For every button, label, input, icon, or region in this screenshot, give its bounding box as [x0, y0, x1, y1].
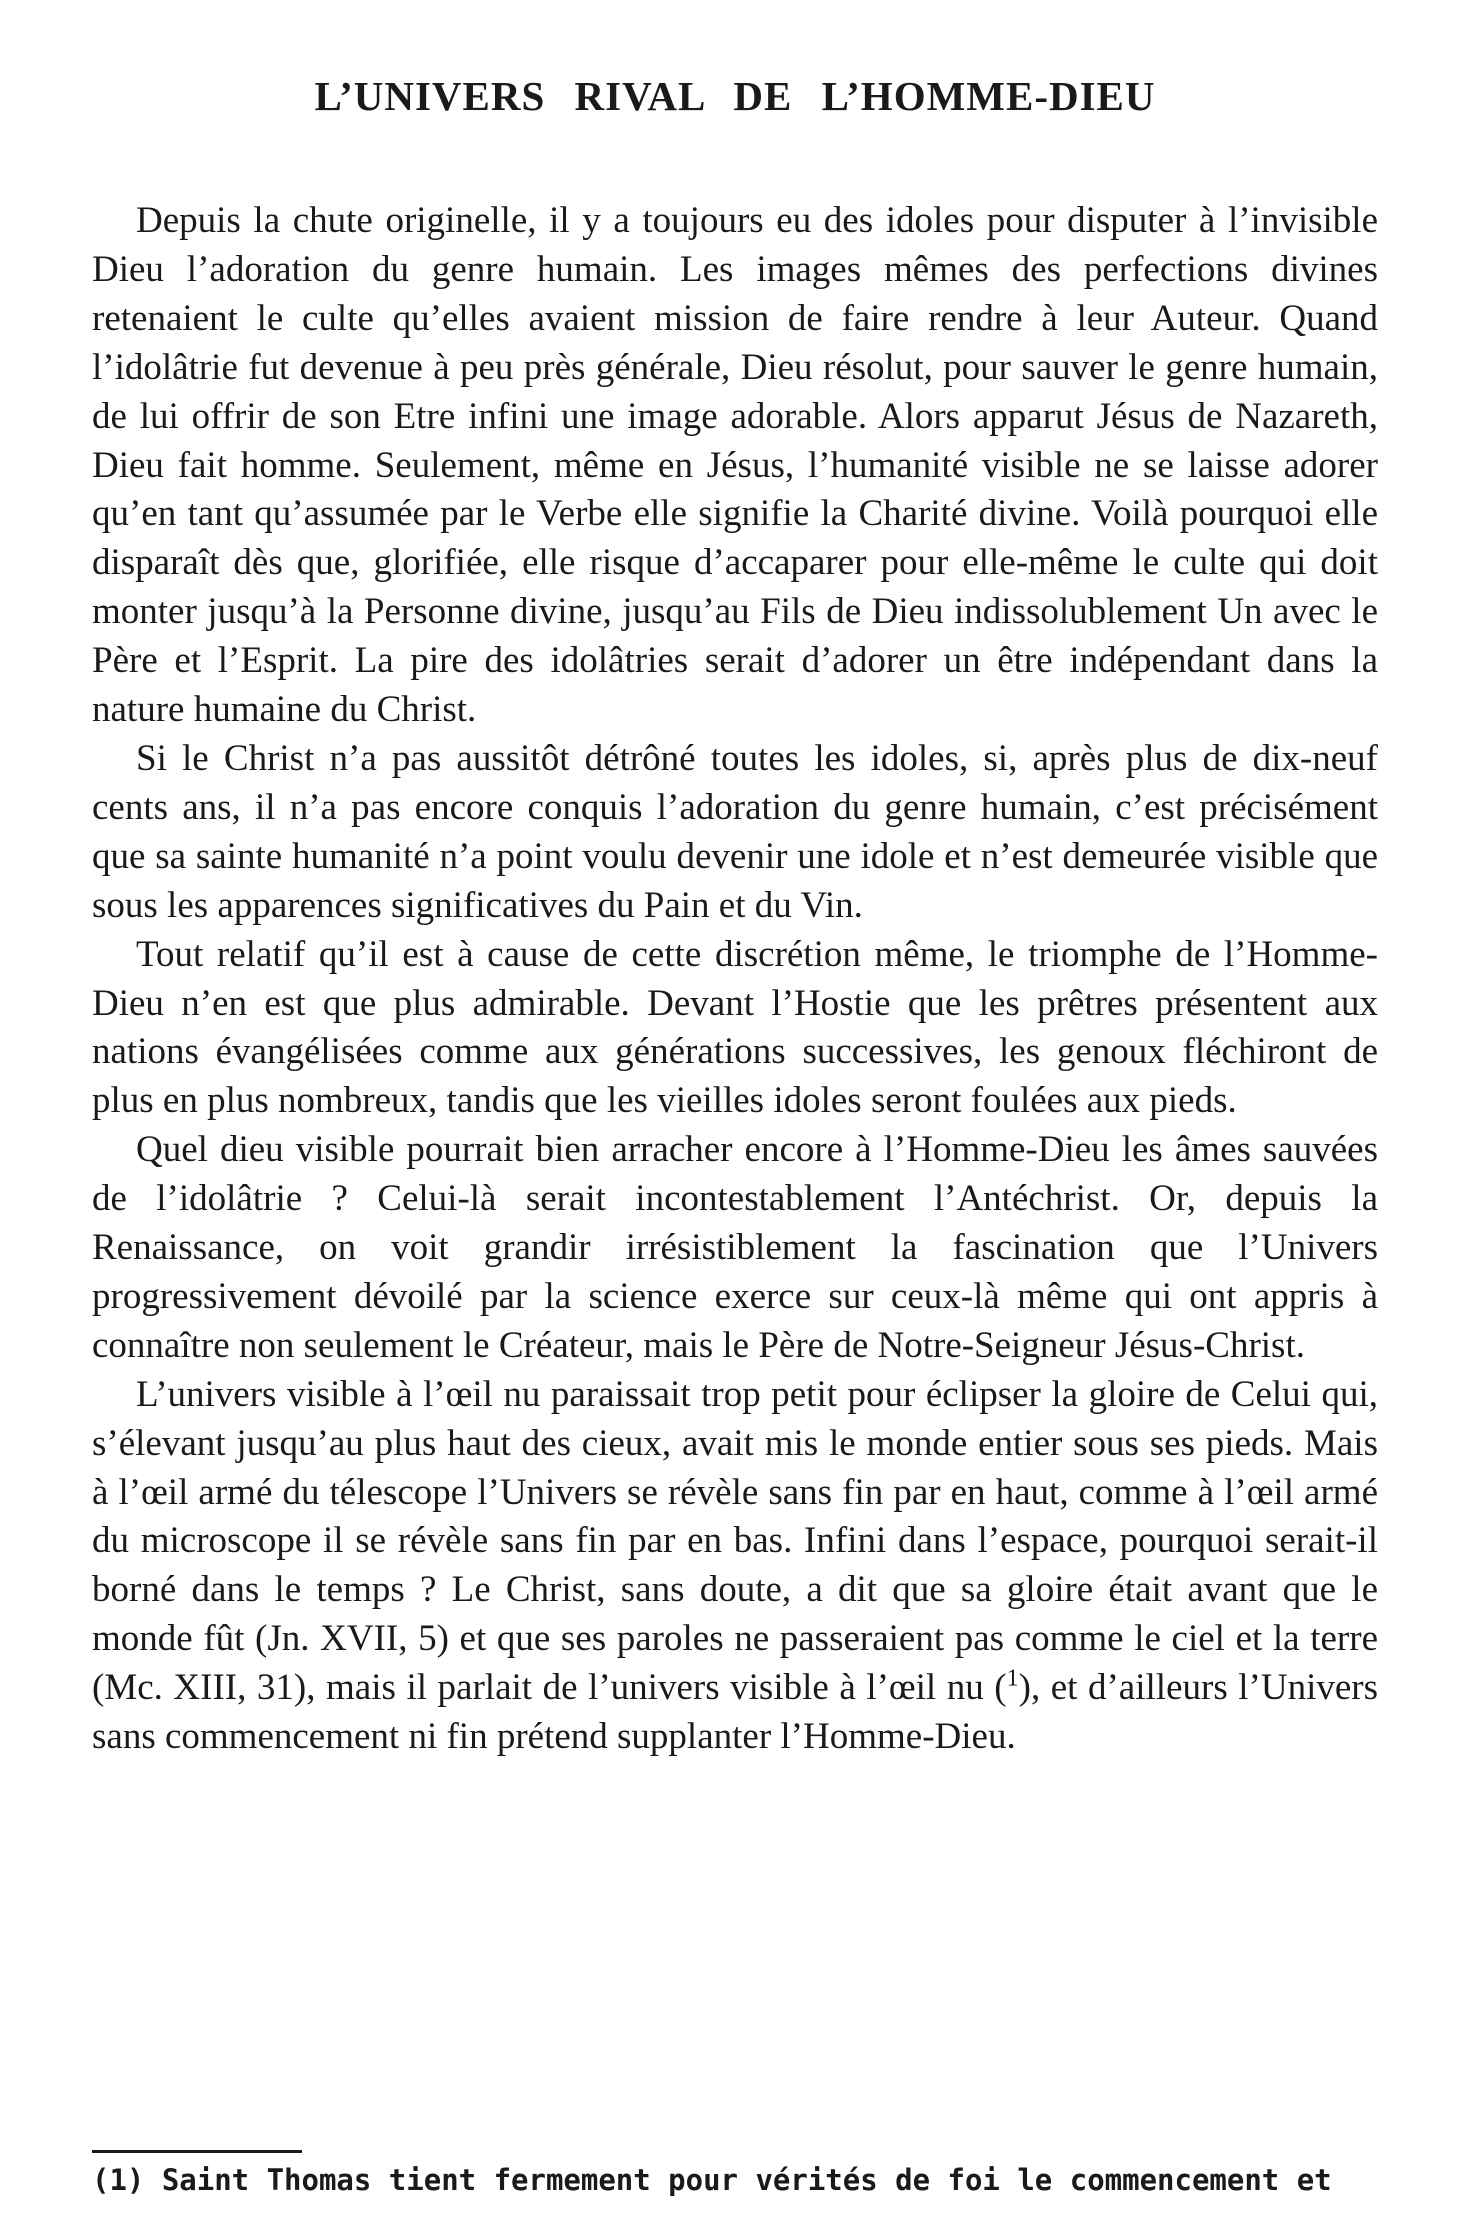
- paragraph-text: L’univers visible à l’œil nu paraissait trop petit pour éclipser la gloire de Celui qui, s’élevant jusqu’au plus haut des cieux, avait mis le monde entier sous ses pieds. Mais à l’œil armé du télescope l’Univers se révèle sans fin par en haut, comme à l’œil armé du microscope il se révèle sans fin par en bas. Infini dans l’espace, pourquoi serait-il borné dans le temps ? Le Christ, sans doute, a dit que sa gloire était avant que le monde fût (Jn. XVII, 5) et que ses paroles ne passeraient pas comme le ciel et la terre (Mc. XIII, 31), mais il parlait de l’univers visible à l’œil nu (: [92, 1373, 1378, 1709]
- paragraph: Tout relatif qu’il est à cause de cette discrétion même, le triomphe de l’Homme-Dieu n’en est que plus admirable. Devant l’Hostie que les prêtres présentent aux nations évangélisées comme aux générations successives, les genoux fléchiront de plus en plus nombreux, tandis que les vieilles idoles seront foulées aux pieds.: [92, 933, 1378, 1122]
- page-title: L’UNIVERS RIVAL DE L’HOMME-DIEU: [314, 73, 1156, 119]
- footnote: (1) Saint Thomas tient fermement pour vérités de foi le commencement et: [92, 2163, 1332, 2197]
- paragraph-last: [92, 1371, 1378, 1762]
- paragraph: Si le Christ n’a pas aussitôt détrôné toutes les idoles, si, après plus de dix-neuf cents ans, il n’a pas encore conquis l’adoration du genre humain, c’est précisément que sa sainte humanité n’a point voulu devenir une idole et n’est demeurée visible que sous les apparences significatives du Pain et du Vin.: [92, 737, 1378, 926]
- footnote-divider: [92, 2150, 302, 2153]
- paragraph-text: ), et d’ailleurs l’Univers sans commencement ni fin prétend supplanter l’Homme-Dieu.: [92, 1667, 1379, 1758]
- paragraph: Depuis la chute originelle, il y a toujours eu des idoles pour disputer à l’invisible Dieu l’adoration du genre humain. Les images mêmes des perfections divines retenaient le culte qu’elles avaient mission de faire rendre à leur Auteur. Quand l’idolâtrie fut devenue à peu près générale, Dieu résolut, pour sauver le genre humain, de lui offrir de son Etre infini une image adorable. Alors apparut Jésus de Nazareth, Dieu fait homme. Seulement, même en Jésus, l’humanité visible ne se laisse adorer qu’en tant qu’assumée par le Verbe elle signifie la Charité divine. Voilà pourquoi elle disparaît dès que, glorifiée, elle risque d’accaparer pour elle-même le culte qui doit monter jusqu’à la Personne divine, jusqu’au Fils de Dieu indissolublement Un avec le Père et l’Esprit. La pire des idolâtries serait d’adorer un être indépendant dans la nature humaine du Christ.: [92, 200, 1378, 731]
- body-text: [92, 197, 1378, 1762]
- footnote-reference[interactable]: 1: [1006, 1665, 1019, 1692]
- paragraph: Quel dieu visible pourrait bien arracher encore à l’Homme-Dieu les âmes sauvées de l’idolâtrie ? Celui-là serait incontestablement l’Antéchrist. Or, depuis la Renaissance, on voit grandir irrésistiblement la fascination que l’Univers progressivement dévoilé par la science exerce sur ceux-là même qui ont appris à connaître non seulement le Créateur, mais le Père de Notre-Seigneur Jésus-Christ.: [92, 1129, 1378, 1366]
